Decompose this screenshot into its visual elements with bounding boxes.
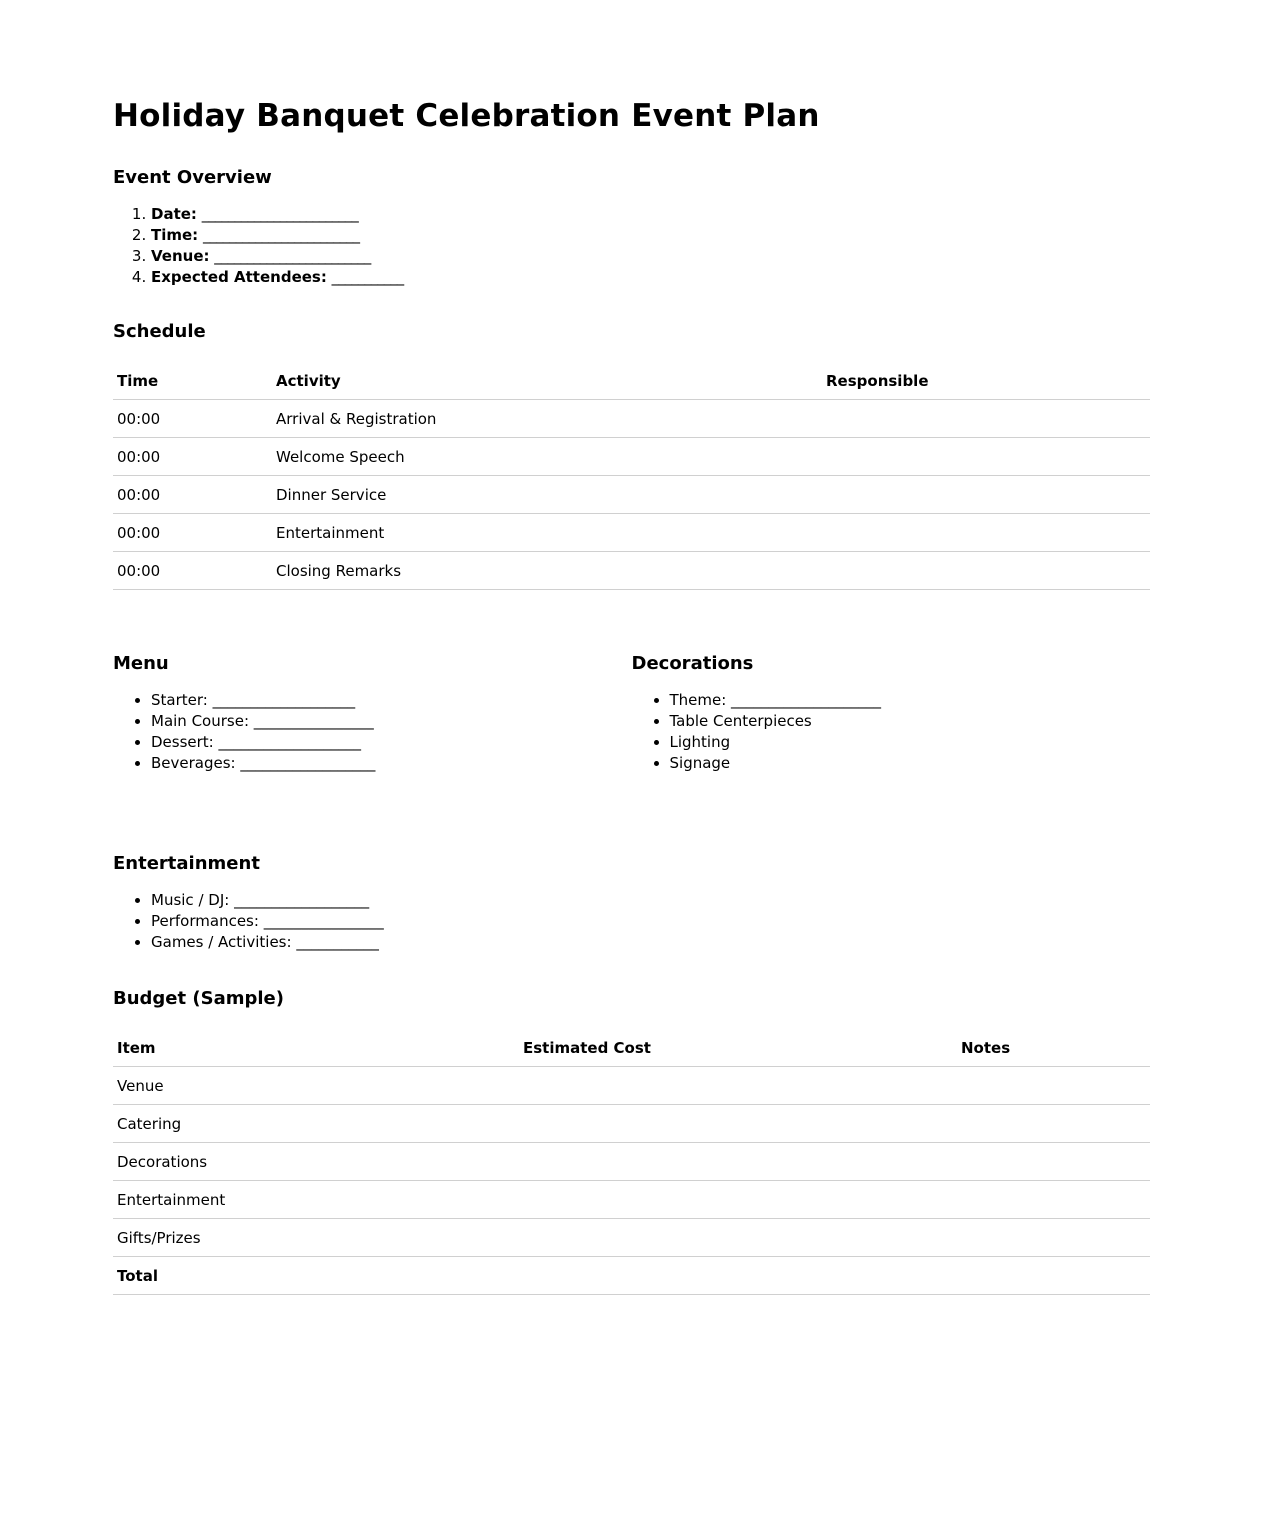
cell-item: Catering (113, 1105, 519, 1143)
cell-notes (957, 1067, 1150, 1105)
cell-time: 00:00 (113, 552, 272, 590)
overview-label: Venue: (151, 247, 210, 265)
overview-label: Date: (151, 205, 197, 223)
cell-item-total: Total (113, 1257, 519, 1295)
cell-activity: Welcome Speech (272, 438, 822, 476)
column-header-time: Time (113, 362, 272, 400)
list-item: • Beverages: __________________ (151, 753, 632, 774)
cell-activity: Entertainment (272, 514, 822, 552)
entertainment-heading: Entertainment (113, 853, 260, 874)
table-row (113, 438, 1150, 476)
cell-item: Venue (113, 1067, 519, 1105)
table-header-row (113, 1029, 1150, 1067)
budget-heading: Budget (Sample) (113, 988, 284, 1009)
table-row (113, 476, 1150, 514)
list-item: • Dessert: ___________________ (151, 732, 632, 753)
fill-in-blank: ________________________ (214, 247, 371, 265)
table-row (113, 400, 1150, 438)
budget-table (113, 1029, 1150, 1295)
event-overview-list (113, 204, 1150, 288)
overview-item-date (151, 204, 1150, 225)
list-item: • Starter: ___________________ (151, 690, 632, 711)
cell-cost (519, 1105, 957, 1143)
table-row (113, 552, 1150, 590)
cell-time: 00:00 (113, 476, 272, 514)
list-item: • Theme: ____________________ (670, 690, 1151, 711)
document-page (113, 0, 1150, 1295)
event-overview-heading: Event Overview (113, 167, 272, 188)
cell-cost (519, 1143, 957, 1181)
schedule-table (113, 362, 1150, 590)
cell-cost (519, 1219, 957, 1257)
event-overview-section (113, 166, 1150, 288)
decorations-section (632, 652, 1151, 774)
table-row (113, 1181, 1150, 1219)
cell-activity: Closing Remarks (272, 552, 822, 590)
overview-item-time (151, 225, 1150, 246)
decorations-list (632, 690, 1151, 774)
cell-item: Decorations (113, 1143, 519, 1181)
overview-item-attendees (151, 267, 1150, 288)
cell-responsible (822, 514, 1150, 552)
cell-notes (957, 1219, 1150, 1257)
cell-notes (957, 1257, 1150, 1295)
column-header-estimated-cost: Estimated Cost (519, 1029, 957, 1067)
fill-in-blank: ________________________ (201, 205, 358, 223)
cell-notes (957, 1181, 1150, 1219)
schedule-heading: Schedule (113, 321, 206, 342)
cell-responsible (822, 476, 1150, 514)
cell-cost (519, 1067, 957, 1105)
cell-cost (519, 1257, 957, 1295)
overview-item-venue (151, 246, 1150, 267)
fill-in-blank: ___________ (331, 268, 404, 286)
table-row (113, 1219, 1150, 1257)
cell-item: Gifts/Prizes (113, 1219, 519, 1257)
column-header-item: Item (113, 1029, 519, 1067)
overview-label: Expected Attendees: (151, 268, 327, 286)
cell-responsible (822, 438, 1150, 476)
budget-section (113, 987, 1150, 1295)
list-item: • Music / DJ: __________________ (151, 890, 1150, 911)
menu-decorations-row (113, 652, 1150, 774)
schedule-section (113, 320, 1150, 590)
menu-list (113, 690, 632, 774)
list-item: • Signage (670, 753, 1151, 774)
page-title: Holiday Banquet Celebration Event Plan (113, 98, 820, 134)
table-row (113, 514, 1150, 552)
table-row (113, 1067, 1150, 1105)
fill-in-blank: ________________________ (202, 226, 359, 244)
column-header-notes: Notes (957, 1029, 1150, 1067)
entertainment-list (113, 890, 1150, 953)
list-item: • Games / Activities: ___________ (151, 932, 1150, 953)
menu-heading: Menu (113, 653, 169, 674)
column-header-responsible: Responsible (822, 362, 1150, 400)
cell-responsible (822, 400, 1150, 438)
list-item: • Performances: ________________ (151, 911, 1150, 932)
cell-time: 00:00 (113, 438, 272, 476)
decorations-heading: Decorations (631, 653, 754, 674)
list-item: • Main Course: ________________ (151, 711, 632, 732)
cell-notes (957, 1105, 1150, 1143)
table-row (113, 1105, 1150, 1143)
list-item: • Lighting (670, 732, 1151, 753)
cell-item: Entertainment (113, 1181, 519, 1219)
entertainment-section (113, 852, 1150, 953)
table-header-row (113, 362, 1150, 400)
cell-cost (519, 1181, 957, 1219)
column-header-activity: Activity (272, 362, 822, 400)
cell-responsible (822, 552, 1150, 590)
table-row (113, 1143, 1150, 1181)
list-item: • Table Centerpieces (670, 711, 1151, 732)
cell-activity: Arrival & Registration (272, 400, 822, 438)
cell-notes (957, 1143, 1150, 1181)
cell-activity: Dinner Service (272, 476, 822, 514)
menu-section (113, 652, 632, 774)
cell-time: 00:00 (113, 400, 272, 438)
table-row-total (113, 1257, 1150, 1295)
overview-label: Time: (151, 226, 199, 244)
cell-time: 00:00 (113, 514, 272, 552)
